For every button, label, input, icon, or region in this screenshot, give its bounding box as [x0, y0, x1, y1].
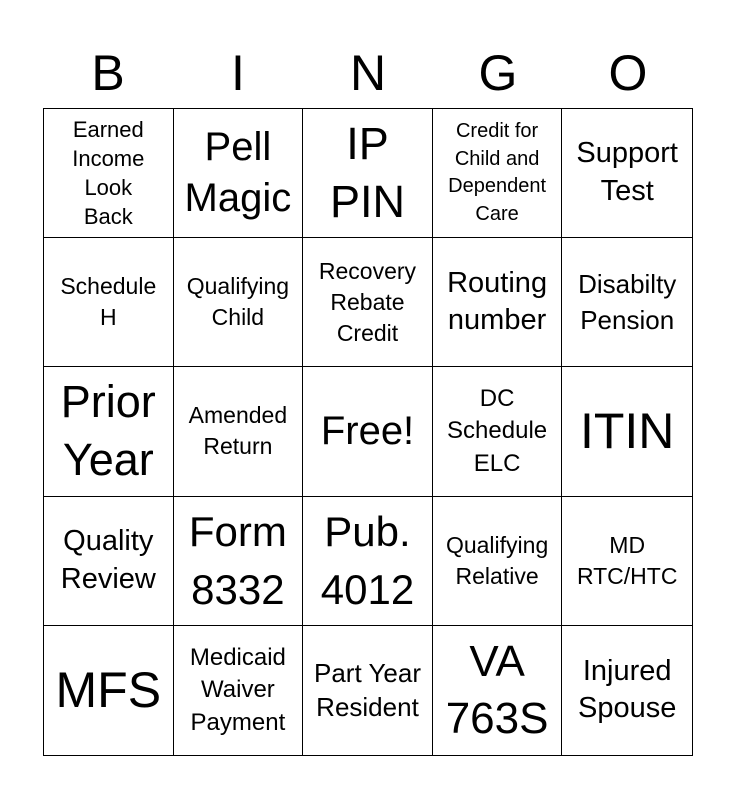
- bingo-cell[interactable]: Amended Return: [174, 367, 304, 496]
- header-letter-o: O: [608, 45, 648, 101]
- bingo-header: [43, 40, 693, 106]
- bingo-cell[interactable]: Support Test: [562, 109, 692, 238]
- bingo-cell[interactable]: Quality Review: [44, 497, 174, 626]
- bingo-board: [43, 108, 693, 756]
- header-letter-g: G: [478, 45, 518, 101]
- bingo-cell[interactable]: Recovery Rebate Credit: [303, 238, 433, 367]
- bingo-cell[interactable]: ITIN: [562, 367, 692, 496]
- header-letter-b: B: [91, 45, 125, 101]
- bingo-cell[interactable]: Schedule H: [44, 238, 174, 367]
- header-letter-n: N: [349, 45, 387, 101]
- bingo-cell[interactable]: MFS: [44, 626, 174, 755]
- bingo-cell[interactable]: Medicaid Waiver Payment: [174, 626, 304, 755]
- bingo-cell[interactable]: Injured Spouse: [578, 654, 677, 725]
- bingo-cell[interactable]: Form 8332: [174, 497, 304, 626]
- bingo-cell[interactable]: IP PIN: [303, 109, 433, 238]
- bingo-cell[interactable]: Qualifying Relative: [433, 497, 563, 626]
- bingo-cell[interactable]: MD RTC/HTC: [562, 497, 692, 626]
- bingo-cell[interactable]: Earned Income Look Back: [44, 109, 174, 238]
- bingo-cell[interactable]: Pub. 4012: [303, 497, 433, 626]
- bingo-cell[interactable]: VA 763S: [433, 626, 563, 755]
- bingo-cell[interactable]: Part Year Resident: [303, 626, 433, 755]
- bingo-cell[interactable]: Pell Magic: [174, 109, 304, 238]
- bingo-cell[interactable]: Qualifying Child: [174, 238, 304, 367]
- bingo-cell[interactable]: DC Schedule ELC: [433, 367, 563, 496]
- bingo-cell[interactable]: Credit for Child and Dependent Care: [433, 109, 563, 238]
- bingo-cell[interactable]: Disabilty Pension: [562, 238, 692, 367]
- bingo-cell[interactable]: Routing number: [433, 238, 563, 367]
- bingo-cell[interactable]: Free!: [303, 367, 433, 496]
- header-letter-i: I: [231, 45, 245, 101]
- bingo-cell[interactable]: Prior Year: [44, 367, 174, 496]
